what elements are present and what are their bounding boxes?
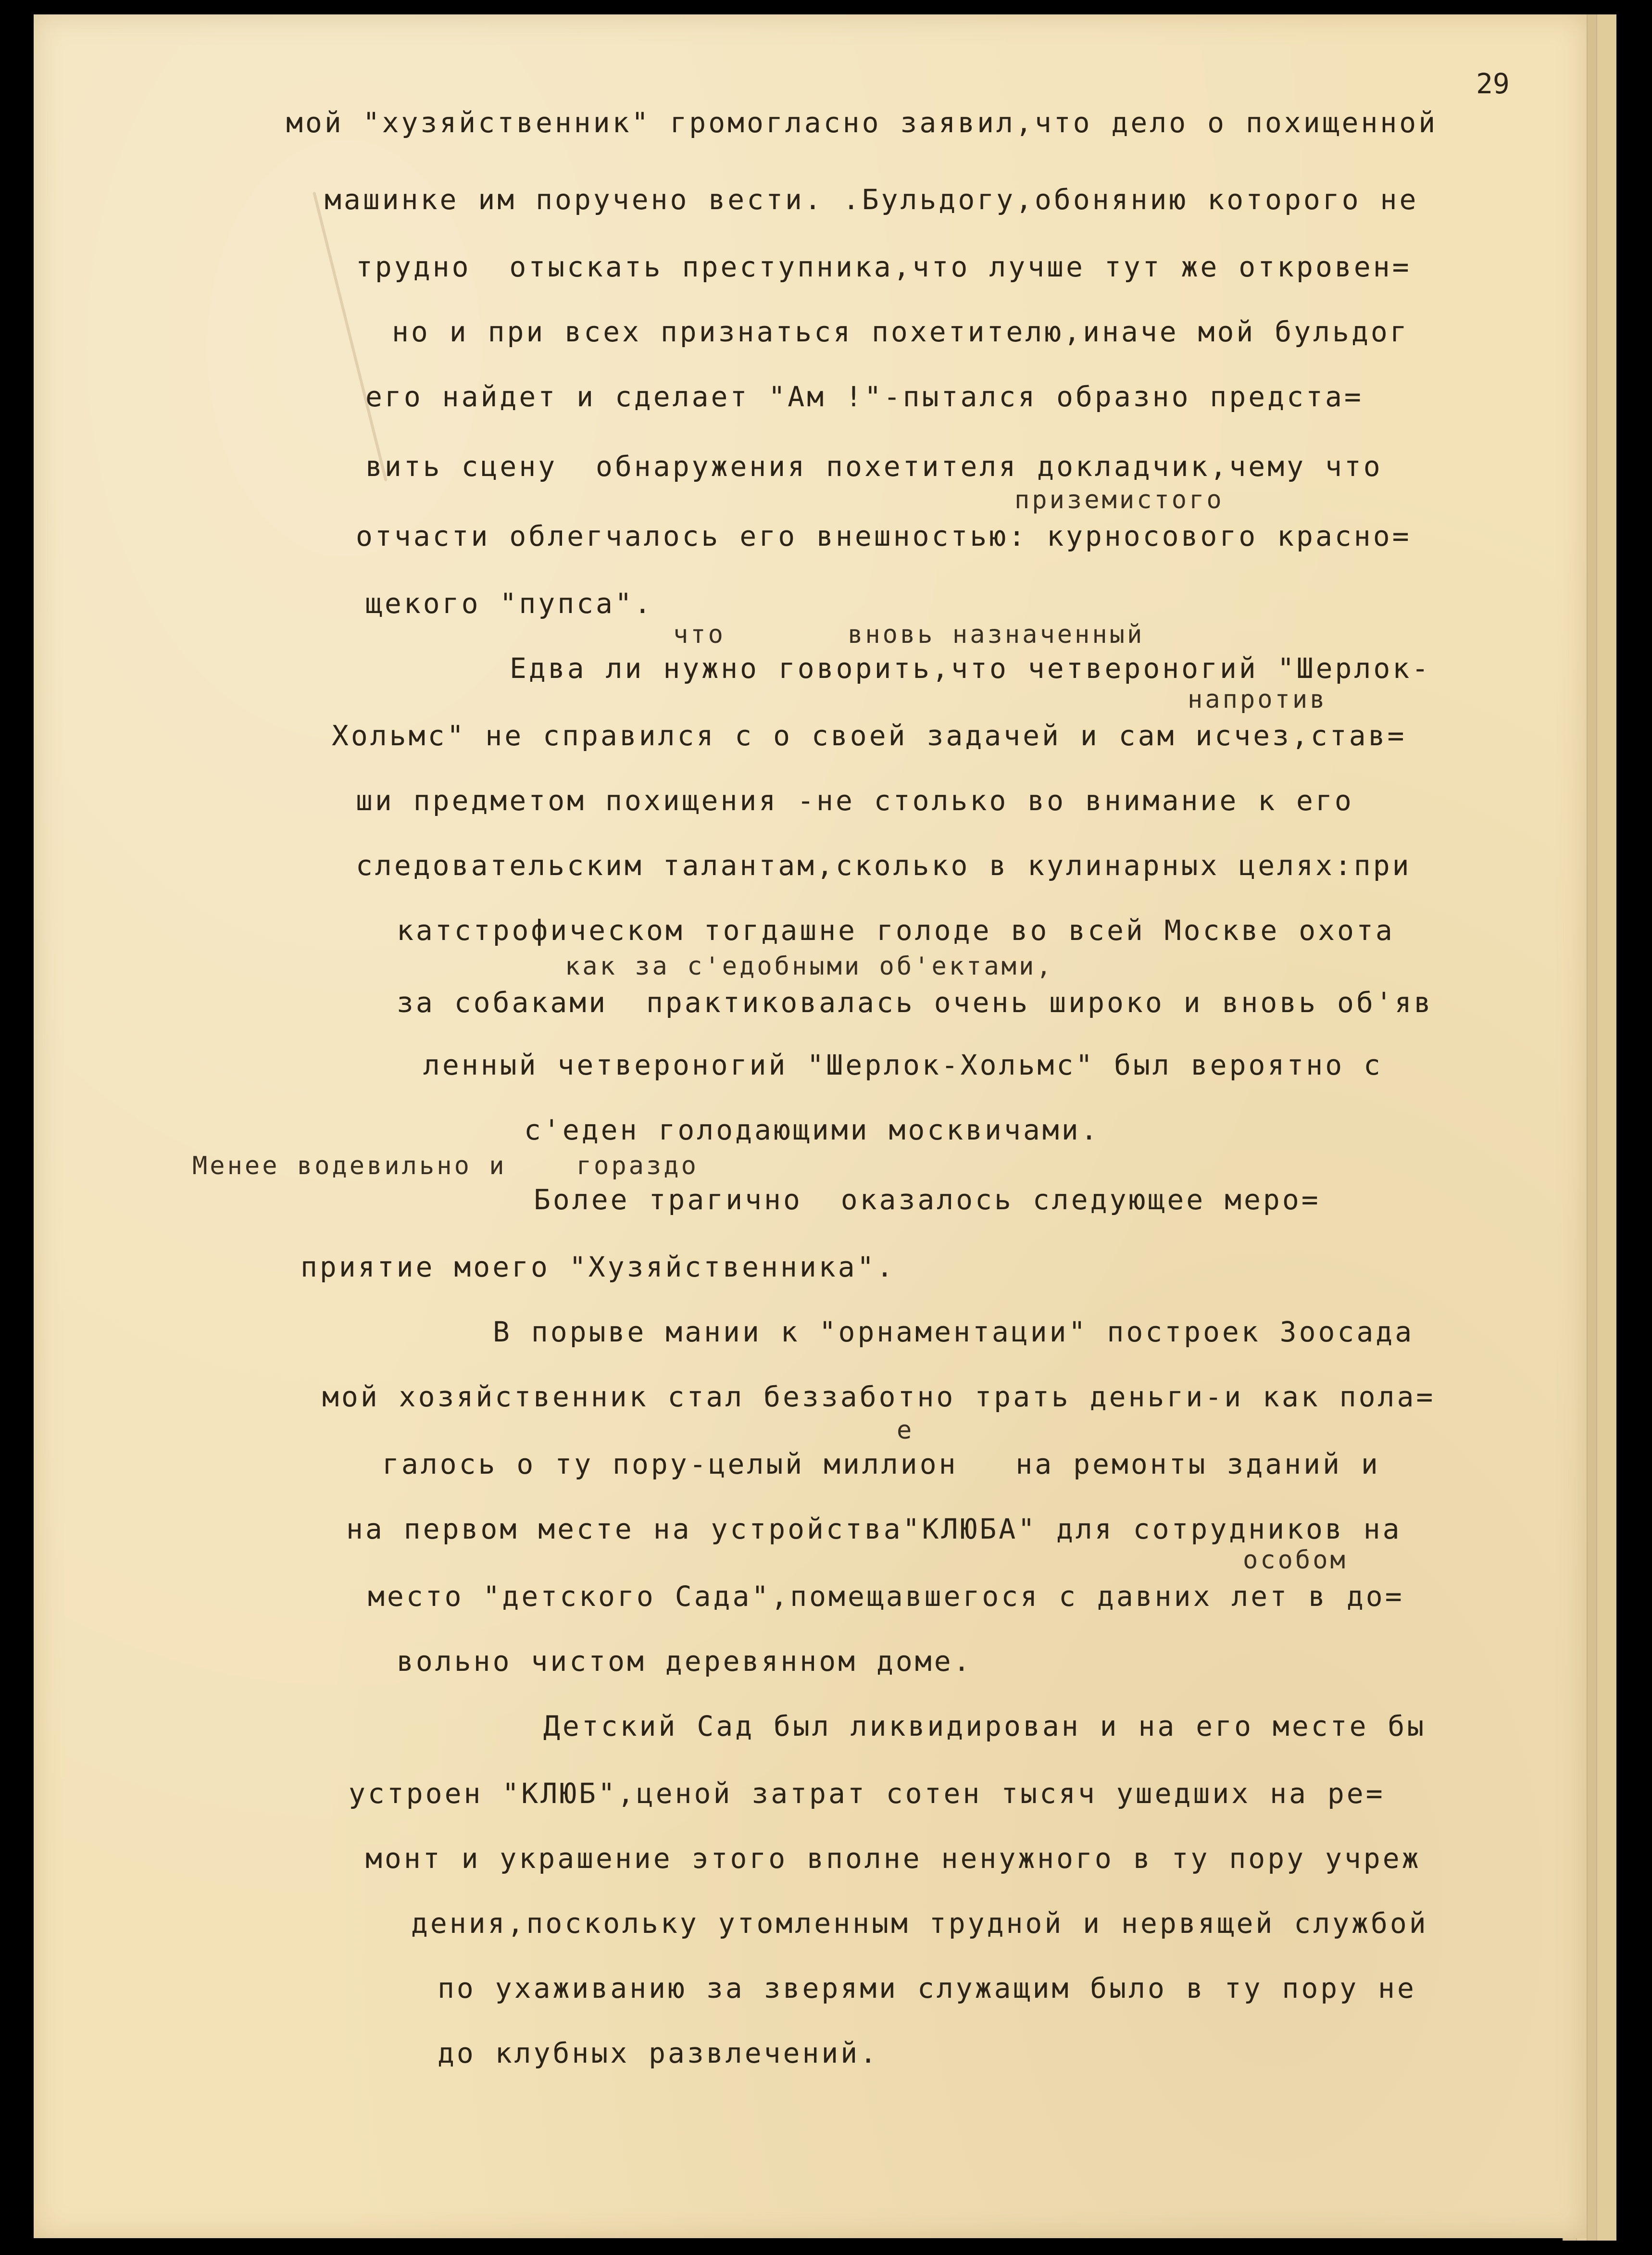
text-line: вить сцену обнаружения похетителя докладчик,чему что [365,450,1383,483]
text-line: машинке им поручено вести. .Бульдогу,обонянию которого не [325,183,1419,216]
text-line: приятие моего "Хузяйственника". [300,1251,896,1283]
text-line: вольно чистом деревянном доме. [397,1645,973,1678]
text-line: Хольмс" не справился с о своей задачей и сам исчез,став= [332,719,1407,752]
interlinear-insertion: особом [1243,1546,1348,1575]
interlinear-insertion: напротив [1188,685,1327,714]
text-line: катстрофическом тогдашне голоде во всей Москве охота [397,914,1395,947]
text-line: Детский Сад был ликвидирован и на его месте бы [543,1710,1427,1742]
text-line: ленный четвероногий "Шерлок-Хольмс" был вероятно с [423,1049,1383,1081]
text-line: с'еден голодающими москвичами. [524,1114,1100,1146]
pencil-margin-mark [313,191,388,481]
interlinear-insertion: как за с'едобными об'ектами, [565,952,1054,981]
text-line: мой хозяйственник стал беззаботно трать деньги-и как пола= [322,1380,1436,1413]
interlinear-insertion: приземистого [1014,486,1224,514]
text-line: по ухаживанию за зверями служащим было в ту пору не [438,1972,1416,2004]
text-line: устроен "КЛЮБ",ценой затрат сотен тысяч ушедших на ре= [349,1777,1385,1810]
text-line: трудно отыскать преступника,что лучше тут же откровен= [356,251,1412,283]
interlinear-insertion: е [897,1416,914,1445]
text-line: на первом месте на устройства"КЛЮБА" для сотрудников на [346,1513,1402,1545]
page-number: 29 [1476,67,1510,100]
text-line: мой "хузяйственник" громогласно заявил,что дело о похищенной [286,106,1438,139]
text-line: его найдет и сделает "Ам !"-пытался образно предста= [365,380,1364,413]
text-line: до клубных развлечений. [438,2037,879,2069]
text-line: ши предметом похищения -не столько во внимание к его [356,784,1354,817]
text-line: место "детского Сада",помещавшегося с давних лет в до= [368,1580,1404,1613]
text-line: галось о ту пору-целый миллион на ремонты зданий и [382,1448,1380,1480]
typewritten-page [34,14,1587,2238]
text-line: монт и украшение этого вполне ненужного в ту пору учреж [365,1842,1421,1875]
interlinear-insertion: Менее водевильно и гораздо [192,1152,699,1180]
text-line: Едва ли нужно говорить,что четвероногий "Шерлок- [510,652,1431,685]
text-line: за собаками практиковалась очень широко и вновь об'яв [397,986,1433,1019]
text-line: дения,поскольку утомленным трудной и нервящей службой [411,1907,1428,1940]
page-stack-edge [1596,14,1616,2241]
text-line: щекого "пупса". [365,587,653,620]
text-line: В порыве мании к "орнаментации" построек Зоосада [493,1315,1414,1348]
text-line: Более трагично оказалось следующее меро= [534,1183,1321,1216]
text-line: отчасти облегчалось его внешностью: курносового красно= [356,520,1412,552]
interlinear-insertion: что вновь назначенный [673,620,1145,649]
text-line: следовательским талантам,сколько в кулинарных целях:при [356,849,1412,882]
text-line: но и при всех признаться похетителю,иначе мой бульдог [392,315,1409,348]
